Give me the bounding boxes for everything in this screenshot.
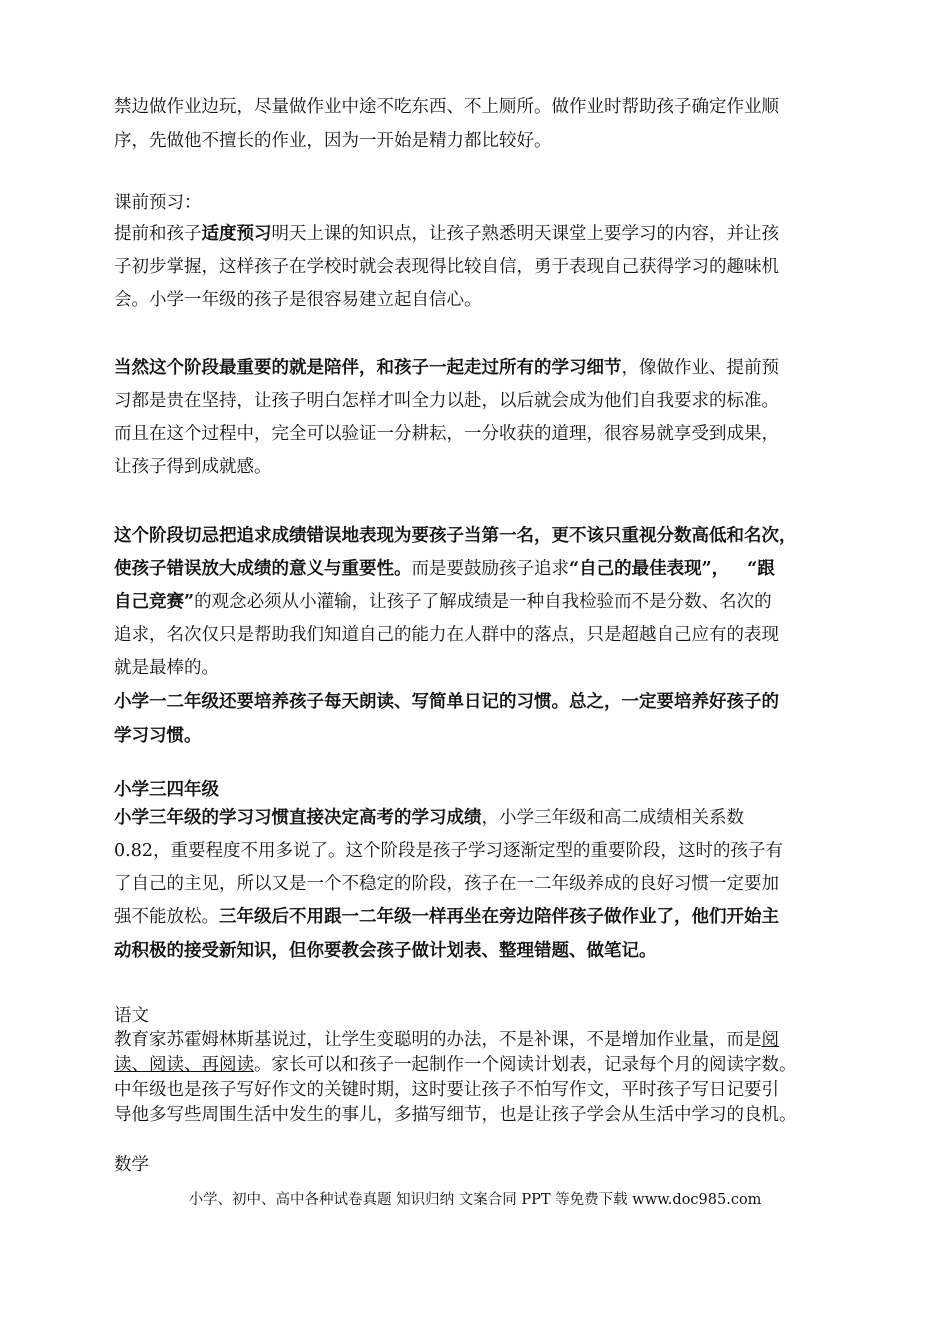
body-line [114,426,779,444]
body-line [114,360,779,378]
body-line [114,226,779,244]
text: 了自己的主见，所以又是一个不稳定的阶段，孩子在一二年级养成的良好习惯一定要加 [114,874,779,894]
text: 数学 [114,1155,149,1175]
text: 0.82，重要程度不用多说了。这个阶段是孩子学习逐渐定型的重要阶段，这时的孩子有 [114,841,783,861]
text: 禁边做作业边玩，尽量做作业中途不吃东西、不上厕所。做作业时帮助孩子确定作业顺 [114,97,779,117]
bold-text: 当然这个阶段最重要的就是陪伴，和孩子一起走过所有的学习细节 [114,358,622,378]
body-line [114,728,202,746]
body-line [114,810,744,828]
text: 强不能放松。 [114,907,219,927]
body-line [114,1082,779,1100]
text: 明天上课的知识点，让孩子熟悉明天课堂上要学习的内容，并让孩 [271,224,779,244]
body-line [114,1032,779,1050]
body-line [114,660,219,678]
body-line [114,133,552,151]
text: 而且在这个过程中，完全可以验证一分耕耘，一分收获的道理，很容易就享受到成果， [114,424,779,444]
body-line [114,1057,797,1075]
body-line [114,627,779,645]
body-line [114,909,779,927]
text: 子初步掌握，这样孩子在学校时就会表现得比较自信，勇于表现自己获得学习的趣味机 [114,257,779,277]
text: 习都是贵在坚持，让孩子明白怎样才叫全力以赴，以后就会成为他们自我要求的标准。 [114,391,779,411]
body-line [114,561,775,579]
body-line [114,259,779,277]
page-footer: 小学、初中、高中各种试卷真题 知识归纳 文案合同 PPT 等免费下载 www.doc985.com [188,1192,762,1208]
text: ，小学三年级和高二成绩相关系数 [481,808,744,828]
body-line [114,594,772,612]
text: 追求，名次仅只是帮助我们知道自己的能力在人群中的落点，只是超越自己应有的表现 [114,625,779,645]
text: 会。小学一年级的孩子是很容易建立起自信心。 [114,290,482,310]
text: 。家长可以和孩子一起制作一个阅读计划表，记录每个月的阅读字数。 [254,1055,797,1075]
bold-text: “跟 [747,559,775,579]
text: 中年级也是孩子写好作文的关键时期，这时要让孩子不怕写作文，平时孩子写日记要引 [114,1080,779,1100]
text: ，像做作业、提前预 [621,358,779,378]
body-line [114,943,657,961]
text: 教育家苏霍姆林斯基说过，让学生变聪明的办法，不是补课，不是增加作业量，而是 [114,1030,762,1050]
section-heading-grade34 [114,782,219,800]
bold-text: 自己竞赛” [114,592,195,612]
text: 序，先做他不擅长的作业，因为一开始是精力都比较好。 [114,131,552,151]
body-line [114,694,779,712]
text: 而是要鼓励孩子追求 [411,559,569,579]
text: 就是最棒的。 [114,658,219,678]
bold-text: 这个阶段切忌把追求成绩错误地表现为要孩子当第一名，更不该只重视分数高低和名次， [114,526,797,546]
bold-text: 小学三年级的学习习惯直接决定高考的学习成绩 [114,808,482,828]
bold-text: 小学三四年级 [114,780,219,800]
body-line [114,292,482,310]
section-heading-chinese [114,1008,149,1026]
underlined-text: 读、阅读、再阅读 [114,1055,254,1075]
body-line [114,99,779,117]
body-line [114,459,272,477]
text: 让孩子得到成就感。 [114,457,272,477]
body-line [114,1107,797,1125]
bold-text: 使孩子错误放大成绩的意义与重要性。 [114,559,412,579]
bold-text: 小学一二年级还要培养孩子每天朗读、写简单日记的习惯。总之，一定要培养好孩子的 [114,692,779,712]
text: 的观念必须从小灌输，让孩子了解成绩是一种自我检验而不是分数、名次的 [194,592,772,612]
bold-text: 三年级后不用跟一二年级一样再坐在旁边陪伴孩子做作业了，他们开始主 [219,907,779,927]
bold-text: 适度预习 [201,224,272,244]
body-line [114,393,779,411]
text: 导他多写些周围生活中发生的事儿，多描写细节，也是让孩子学会从生活中学习的良机。 [114,1105,797,1125]
bold-text: 学习习惯。 [114,726,202,746]
bold-text: “自己的最佳表现”， [569,559,730,579]
text: 提前和孩子 [114,224,202,244]
text: 语文 [114,1006,149,1026]
section-heading-math [114,1157,149,1175]
bold-text: 动积极的接受新知识，但你要教会孩子做计划表、整理错题、做笔记。 [114,941,657,961]
body-line [114,876,779,894]
body-line [114,843,783,861]
underlined-text: 阅 [761,1030,779,1050]
body-line [114,528,797,546]
section-heading-preview [114,195,202,213]
text: 课前预习： [114,193,202,213]
